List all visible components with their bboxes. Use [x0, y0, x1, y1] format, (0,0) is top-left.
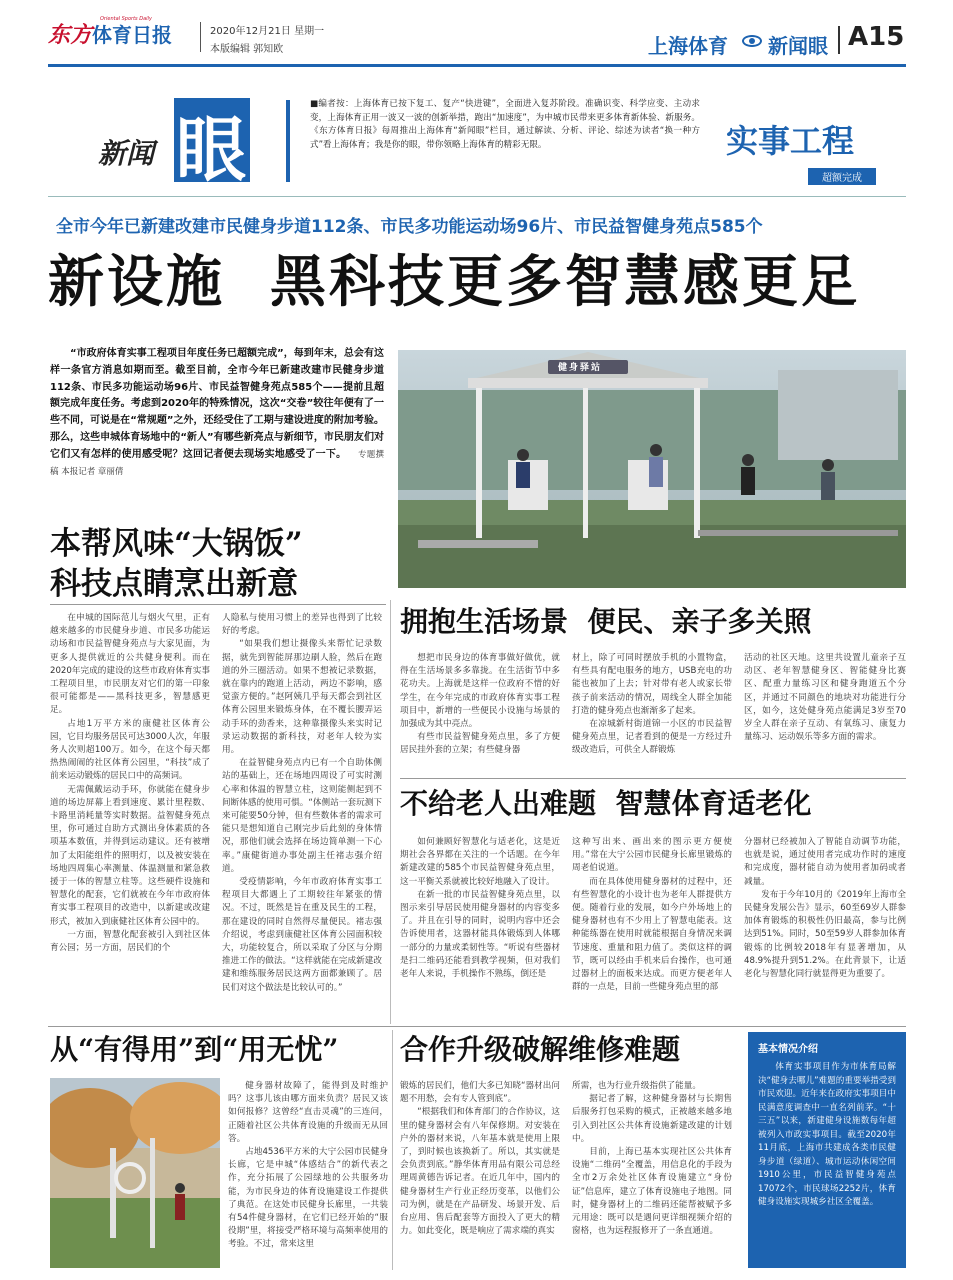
section4-title: 从“有得用”到“用无忧” [50, 1033, 339, 1066]
section2-title: 拥抱生活场景 便民、亲子多关照 [400, 605, 812, 638]
paragraph: 材上，除了可同时摆放手机的小置物盒，有些具有配电服务的地方，USB充电的功能也被加了上去；针对带有老人或家长带孩子前来活动的情况，周线全人群全加能打造的健身苑点也渐渐多了起来。 [572, 653, 732, 716]
section1-col2 [222, 612, 382, 995]
column-banner [48, 92, 906, 190]
paragraph: 有些市民益智健身苑点里，多了方便居民挂外套的立架；有些健身器 [400, 732, 560, 756]
section3-title: 不给老人出难题 智慧体育适老化 [400, 787, 812, 820]
paragraph: 在益智健身苑点内已有一个自助体侧站的基础上，还在场地四周设了可实时测心率和体温的智慧立柱，这则能侧起到不间断体感的使用可惧。“体侧站一套玩测下来可能要50分钟，但有些数体者的需求可能只是想知道自己刚完步后此刻的身体情况，那他们就会选择在场边简单测一下心率。”康健街道办事处副主任褚志强介绍道。 [222, 758, 382, 874]
paragraph: 据记者了解，这种健身器材与长期售后服务打包采购的模式，正被越来越多地引入到社区公共体育设施新建改建的计划中。 [572, 1094, 732, 1144]
sidebar-title: 基本情况介绍 [758, 1044, 818, 1055]
fitness-station-illustration [398, 350, 906, 588]
fitness-station-photo [398, 350, 906, 588]
paragraph: 无需佩戴运动手环，你就能在健身步道的场边屏幕上看到速度、累计里程数、卡路里消耗量等实时数据。益智健身苑点里，你可通过自助方式测出身体素质的各项基本数值，并得到运动建议。还有被增加了太阳能组件的照明灯，以及被安装在场地四周集心率测量、体温测量和紧急救援于一体的智慧立柱等。这些硬件设施和智慧化的配套，它们就被在今年市政府体育实事工程项目的改造中，以新建或改建形式，被加入到康健社区体育公园中的。 [50, 784, 210, 927]
paragraph: 活动的社区天地。这里共设置儿童亲子互动区、老年智慧健身区、智能健身比赛区、配重力量练习区和健身跑道五个分区，并通过不同颜色的地块对功能进行分区，如今，这处健身苑点能满足3岁至70岁全人群在亲子互动、有氧练习、康复力量练习、运动娱乐等多方面的需求。 [744, 653, 906, 743]
subhead: 全市今年已新建改建市民健身步道112条、市民多功能运动场96片、市民益智健身苑点585个 [56, 217, 763, 237]
info-sidebar [748, 1032, 906, 1268]
banner-label-news: 新闻 [98, 137, 155, 170]
section-name: 上海体育 [648, 34, 728, 58]
paragraph: 所需，也为行业升级指供了能量。 [572, 1081, 701, 1091]
section3-col3 [744, 836, 906, 981]
headline: 新设施 黑科技更多智慧感更足 [48, 249, 860, 315]
newspaper-logo [48, 18, 172, 49]
logo-sub: 体育日报 [92, 23, 173, 47]
section1-title [50, 524, 390, 604]
paragraph: 想把市民身边的体育事做好做优，就得在生活场景多多靠拢。在生活街节中多花功夫。上海就是这样一位政府不惜的好学生，在今年完成的市政府体育实事工程项目中，新增的一些便民小设施与场景的加强成为其中亮点。 [400, 653, 560, 730]
paragraph: 占地1万平方米的康健社区体育公园，它目均服务居民可达3000人次，年服务人次则超100万。如今，在这个每天都热热闹闹的社区体育公园里，“科技”成了前来运动锻炼的居民口中的高频词。 [50, 718, 210, 782]
paragraph: 在新一批的市民益智健身苑点里，以图示来引导居民使用健身器材的内容变多了。并且在引导的同时，说明内容中还会告诉使用者，这器材能具体锻炼到人体哪一部分的力量或柔韧性等。“听说有些器材是扫二维码还能看到教学视频，但对我们老年人来说，手机操作不熟练，倒还是 [400, 889, 560, 980]
station-sign: 健身驿站 [558, 363, 603, 373]
outdoor-fitness-illustration [50, 1078, 220, 1268]
section3-col1 [400, 836, 560, 981]
paragraph: “根据我们和体育部门的合作协议，这里的健身器材会有八年保修期。对安装在户外的器材来说，八年基本就是使用上限了，到时候也该换新了。所以，其实就是会负责到底。”静华体育用品有限公司总经理周黄德告诉记者。在近几年中，国内的健身器材生产行业正经历变革，以他们公司为例，就是在产品研发、场景开发、后台应用、售后配套等方面投入了更大的精力。如此变化，既是响应了需求端的真实 [400, 1107, 560, 1237]
paragraph: 目前，上海已基本实现社区公共体育设施“二维码”全覆盖，用信息化的手段为全市2万余处社区体育设施建立“身份证”信息库，建立了体育设施电子地图。同时，健身器材上的二维码还能帮被赋予多元用途：既可以是遇问更详细视频介绍的窗格，也为远程报修开了一条直通道。 [572, 1147, 732, 1237]
outdoor-fitness-photo [50, 1078, 220, 1268]
lead-byline: 专题撰稿 本报记者 章丽倩 [50, 449, 384, 477]
paragraph: 如何兼顾好智慧化与适老化，这是近期社会各界都在关注的一个话题。在今年新建改建的585个市民益智健身苑点里，这一平衡关系就被比较好地融入了设计。 [400, 837, 560, 887]
editor-note: ■编者按：上海体育已按下复工、复产“快进键”，全面进入复苏阶段。准确识变、科学应变、主动求变，上海体育正用一波又一波的创新举措，跑出“加速度”，为申城市民带来更多体育新体验、新服务。《东方体育日报》每周推出上海体育“新闻眼”栏目，通过解读、分析、评论、综述为读者“换一种方式”看上海体育；我是你的眼，带你领略上海体育的精彩无限。 [310, 99, 700, 150]
paragraph: 发布于今年10月的《2019年上海市全民健身发展公告》显示，60至69岁人群参加体育锻炼的积极性仍旧最高，参与比例达到51%。同时，50至59岁人群参加体育锻炼的比例较2018年有显著增加，从48.9%提升到51.2%。在此背景下，让适老化与智慧化同行就显得更为重要了。 [744, 889, 906, 980]
section2-col2 [572, 652, 732, 758]
page-editor: 本版编辑 郭知欧 [210, 44, 284, 55]
section1-title-line2: 科技点睛烹出新意 [50, 566, 298, 602]
masthead [48, 8, 908, 64]
paragraph: 锻炼的居民们，他们大多已知晓“器材出问题不用愁，会有专人管到底”。 [400, 1081, 560, 1105]
banner-left-block [98, 98, 318, 191]
section4-col1 [228, 1080, 388, 1252]
paragraph: 而在具体使用健身器材的过程中，还有些智慧化的小设计也为老年人群提供方便。随着行业的发展，如今户外场地上的健身器材也有不少用上了智慧电能表。这种能练器在使用时就能根据自身情况来调节速度、重量和阻力值了。类似这样的调节，既可以经由手机来后台操作，也可通过器材上的面板来达成。而更方便老年人群的一点是，目前一些健身苑点里的部 [572, 876, 732, 993]
paragraph: 在申城的国际范儿与烟火气里，正有越来越多的市民健身步道、市民多功能运动场和市民益智健身苑点与大家见面，为更多人提供就近的公共健身便利。而在2020年完成的建设的这些市政府体育实事工程项目里，市民朋友对它们的第一印象很可能都是——黑科技更多，智慧感更足。 [50, 613, 210, 716]
paragraph: “如果我们想让摄像头来帮忙记录数据，就先到智能屏那边刷人脸，然后在跑道的外三圈活动。如果不想被记录数据，就在靠内的跑道上活动，两边不影响，感觉蛮方便的。”赵阿姨几乎每天都会到社区体育公园里来锻炼身体，在不覆长腰弄运动手环的劲香来，这种靠摄像头来实时记录运动数据的新科技，对老年人较为实用。 [222, 639, 382, 756]
paragraph: 这种写出来、画出来的图示更方便使用。”常在大宁公园市民健身长廊里锻炼的周老伯说道。 [572, 837, 732, 874]
paragraph: 一方面，智慧化配套被引入到社区体育公园；另一方面，居民们的个 [50, 929, 210, 954]
logo-small: Oriental Sports Daily [100, 16, 152, 22]
section1-col1 [50, 612, 210, 955]
paragraph: 在凉城新村街道锦一小区的市民益智健身苑点里，记者看到的便是一方经过升级改造后，可供全人群锻炼 [572, 719, 732, 756]
paragraph: 受疫情影响，今年市政府体育实事工程项目大都遇上了工期较往年紧张的情况。不过，既然是旨在重及民生的工程，那在建设的同时自然得尽量便民。褚志强介绍说，考虑到康健社区体育公园面积较大，功能较复合，所以采取了分区与分期推进工作的做法。“这样就能在完成新建改建和维练服务居民这两方面都兼顾了。居民们对这个做法是比较认可的。” [222, 877, 382, 993]
banner-label-eye: 眼 [176, 108, 246, 191]
section1-title-line1: 本帮风味“大锅饭” [50, 526, 303, 562]
issue-date: 2020年12月21日 星期一 [210, 26, 325, 37]
paragraph: 分器材已经被加入了智能自动调节功能，也就是说，通过使用者完成功作时的速度和完成度，器材能自动为使用者加码或者减量。 [744, 837, 906, 887]
column-name: 新闻眼 [768, 34, 828, 58]
lead-text: “市政府体育实事工程项目年度任务已超额完成”，每到年末，总会有这样一条官方消息如期而至。截至目前，全市今年已新建改建市民健身步道112条、市民多功能运动场96片、市民益智健身苑点585个——提前且超额完成年度任务。考虑到2020年的特殊情况，这次“交卷”较往年便有了一些不同，可说是在“常规题”之外，还经受住了工期与建设进度的附加考验。那么，这些申城体育场地中的“新人”有哪些新亮点与新细节，市民朋友们对它们又有怎样的使用感受呢？这回记者便去现场实地感受了一下。 [50, 348, 384, 460]
section5-col2 [572, 1080, 732, 1238]
section3-col2 [572, 836, 732, 994]
logo-main: 东方 [48, 22, 93, 48]
paragraph: 人隐私与使用习惯上的差异也得到了比较好的考虑。 [222, 613, 382, 637]
section2-col1 [400, 652, 560, 758]
section2-col3 [744, 652, 906, 744]
lead-paragraph [50, 346, 384, 480]
paragraph: 健身器材故障了，能得到及时维护吗？这事儿该由哪方面来负责？居民又该如何报修？这曾经“直击灵魂”的三连问，正随着社区公共体育设施的升级而无从回答。 [228, 1081, 388, 1144]
paragraph: 占地4536平方米的大宁公园市民健身长廊，它是申城“体感结合”的新代表之作，充分拓展了公园绿地的公共服务功能，为市民身边的体育设施建设工作提供了典范。在这处市民健身长廊里，一共装有54件健身器材，在它们已经开始的“服役期”里，将接受严格环境与高频率使用的考验。不过，常来这里 [228, 1147, 388, 1250]
section5-title: 合作升级破解维修难题 [400, 1033, 681, 1066]
topic-tag: 超额完成 [808, 168, 876, 185]
topic-title: 实事工程 [726, 122, 855, 160]
section5-col1 [400, 1080, 560, 1238]
eye-icon [742, 35, 762, 47]
sidebar-body: 体育实事项目作为市体育局解决“健身去哪儿”难题的重要举措受到市民欢迎。近年来在政府实事项目中民满意度调查中一直名列前茅。“十三五”以来，新建健身设施数每年超被列入市政实事项目。截至2020年11月底，上海市共建成各类市民健身步道（绿道）、城市运动休闲空间1910公里，市民益智健身苑点17072个，市民球场2252片，体育健身设施实现城乡社区全覆盖。 [758, 1062, 896, 1207]
page-number: A15 [848, 22, 905, 52]
